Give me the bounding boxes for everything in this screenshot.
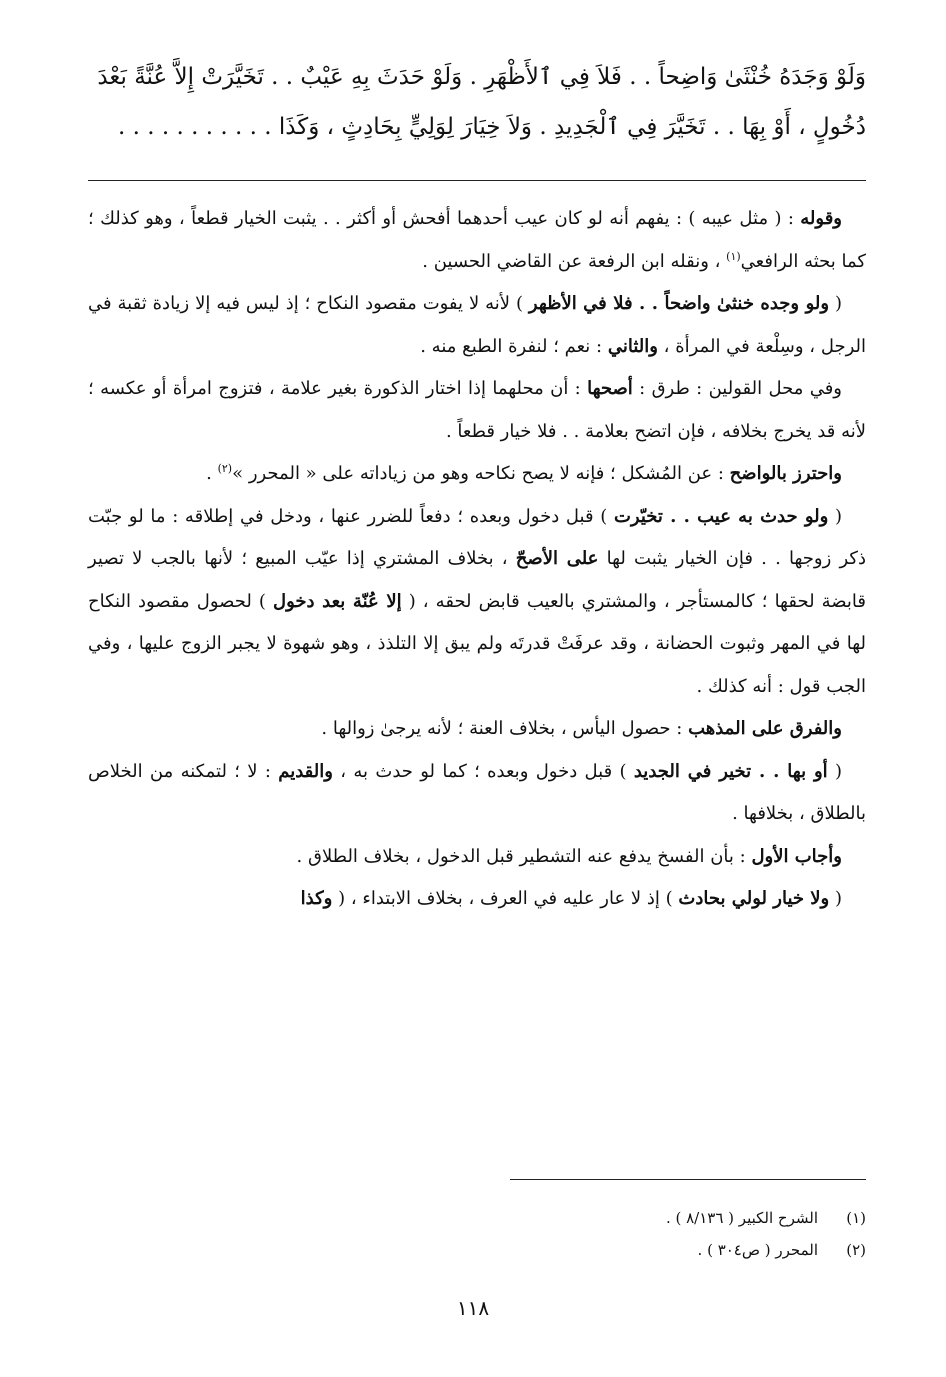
footnote-number: (١) (846, 1209, 866, 1227)
paragraph-7: ( أو بها . . تخير في الجديد ) قبل دخول وبعده ؛ كما لو حدث به ، والقديم : لا ؛ لتمكنه من الخلاص بالطلاق ، بخلافها . (88, 760, 866, 824)
paragraph-4: واحترز بالواضح : عن المُشكل ؛ فإنه لا يصح نكاحه وهو من زياداته على « المحرر »$^{(٢)}$ . (206, 462, 842, 484)
footnote-1 (88, 1202, 866, 1234)
sharh-text (88, 198, 866, 921)
paragraph-2: ( ولو وجده خنثىٰ واضحاً . . فلا في الأظهر ) لأنه لا يفوت مقصود النكاح ؛ إذ ليس فيه إلا زيادة ثقبة في الرجل ، وسِلْعة في المرأة ، والثاني : نعم ؛ لنفرة الطبع منه . (88, 293, 866, 357)
footnotes (88, 1202, 866, 1266)
footnote-text: الشرح الكبير ( ٨/١٣٦ ) . (665, 1209, 818, 1227)
page-number: ١١٨ (456, 1296, 490, 1320)
footnote-divider (510, 1179, 866, 1180)
matn-divider (88, 180, 866, 181)
footnote-number: (٢) (846, 1241, 866, 1259)
paragraph-3: وفي محل القولين : طرق : أصحها : أن محلهما إذا اختار الذكورة بغير علامة ، فتزوج امرأة أو عكسه ؛ لأنه قد يخرج بخلافه ، فإن اتضح بعلامة . . فلا خيار قطعاً . (88, 378, 866, 442)
matn-line-2: دُخُولٍ ، أَوْ بِهَا . . تَخَيَّرَ فِي ٱلْجَدِيدِ . وَلاَ خِيَارَ لِوَلِيٍّ بِحَادِثٍ ، وَكَذَا . . . . . . . . . . . (117, 114, 866, 140)
matn-line-1: وَلَوْ وَجَدَهُ خُنْثَىٰ وَاضِحاً . . فَلاَ فِي ٱلأَظْهَرِ . وَلَوْ حَدَثَ بِهِ عَيْبٌ . . تَخَيَّرَتْ إِلاَّ عُنَّةً بَعْدَ (97, 64, 866, 90)
footnote-text: المحرر ( ص٣٠٤ ) . (697, 1241, 818, 1259)
footnote-2 (88, 1234, 866, 1266)
paragraph-9: ( ولا خيار لولي بحادث ) إذ لا عار عليه في العرف ، بخلاف الابتداء ، ( وكذا (300, 888, 842, 909)
footnote-ref-2[interactable]: (٢) (217, 462, 233, 475)
footnote-ref-1[interactable]: (١) (726, 249, 741, 263)
paragraph-8: وأجاب الأول : بأن الفسخ يدفع عنه التشطير قبل الدخول ، بخلاف الطلاق . (296, 845, 842, 867)
matn-text (88, 52, 866, 152)
paragraph-1: وقوله : ( مثل عيبه ) : يفهم أنه لو كان عيب أحدهما أفحش أو أكثر . . يثبت الخيار قطعاً ، وهو كذلك ؛ كما بحثه الرافعي$^{(١)}$ ، ونقله ابن الرفعة عن القاضي الحسين . (88, 208, 866, 272)
paragraph-6: والفرق على المذهب : حصول اليأس ، بخلاف العنة ؛ لأنه يرجىٰ زوالها . (321, 718, 842, 739)
paragraph-5: ( ولو حدث به عيب . . تخيّرت ) قبل دخول وبعده ؛ دفعاً للضرر عنها ، ودخل في إطلاقه : ما لو جبّت ذكر زوجها . . فإن الخيار يثبت لها على الأصحّ ، بخلاف المشتري إذا عيّب المبيع ؛ لأنها بالجب لا تصير قابضة لحقها ؛ كالمستأجر ، والمشتري بالعيب قابض لحقه ، ( إلا عُنّة بعد دخول ) لحصول مقصود النكاح لها في المهر وثبوت الحضانة ، وقد عرفَتْ قدرتَه ولم يبق إلا التلذذ ، وهو شهوة لا يجبر الزوج عليها ، وفي الجب قول : أنه كذلك . (88, 505, 866, 697)
